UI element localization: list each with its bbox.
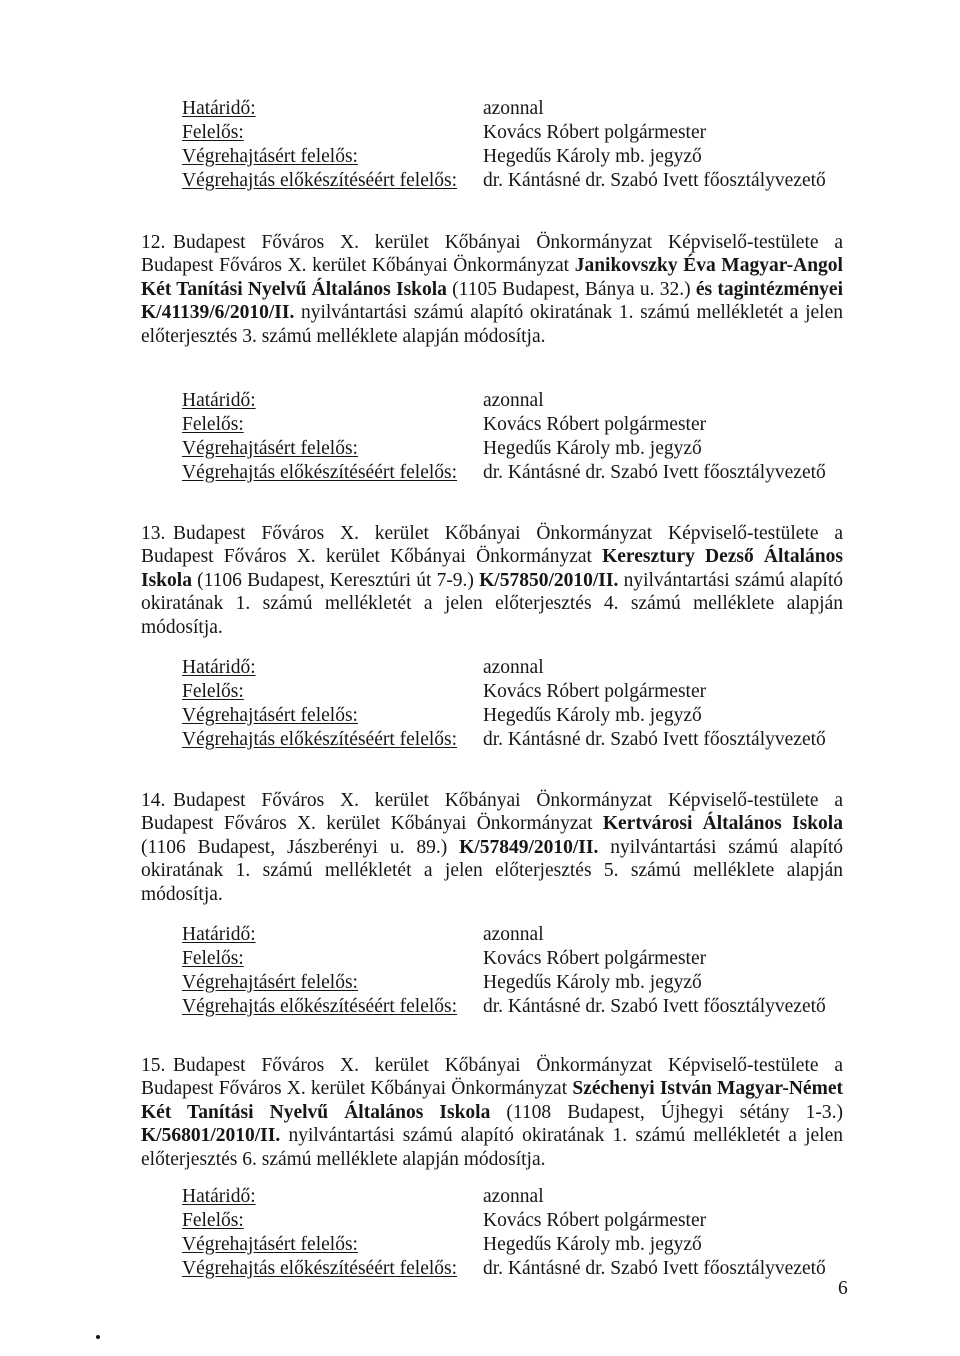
school-address: (1106 Budapest, Jászberényi u. 89.)	[141, 836, 460, 858]
executor-label: Végrehajtásért felelős:	[182, 705, 358, 726]
executor-label: Végrehajtásért felelős:	[182, 146, 358, 167]
reference-number: K/57849/2010/II.	[459, 836, 599, 858]
responsible-value: Kovács Róbert polgármester	[483, 681, 707, 702]
executor-label: Végrehajtásért felelős:	[182, 1234, 358, 1255]
school-name: Janikovszky Éva Magyar-Angol Két Tanítási Nyelvű Általános Iskola	[141, 255, 843, 300]
preparer-value: dr. Kántásné dr. Szabó Ivett főosztályvezető	[483, 170, 826, 191]
school-address: (1105 Budapest, Bánya u. 32.)	[446, 278, 696, 300]
preparer-value: dr. Kántásné dr. Szabó Ivett főosztályvezető	[483, 1258, 826, 1279]
page-number: 6	[838, 1278, 848, 1299]
responsible-label: Felelős:	[182, 1210, 244, 1231]
responsible-value: Kovács Róbert polgármester	[483, 1210, 707, 1231]
executor-value: Hegedűs Károly mb. jegyző	[483, 1234, 702, 1255]
item-outro: nyilvántartási számú alapító okiratának 1. számú mellékletét a jelen előterjesztés 6. számú melléklete alapján módosítja.	[141, 1125, 843, 1170]
executor-label: Végrehajtásért felelős:	[182, 972, 358, 993]
resolution-item-15	[141, 1054, 843, 1171]
responsible-value: Kovács Róbert polgármester	[483, 414, 707, 435]
school-address: (1108 Budapest, Újhegyi sétány 1-3.)	[490, 1101, 843, 1123]
deadline-value: azonnal	[483, 98, 544, 119]
responsible-label: Felelős:	[182, 414, 244, 435]
responsible-value: Kovács Róbert polgármester	[483, 948, 707, 969]
deadline-value: azonnal	[483, 657, 544, 678]
reference-prefix: és tagintézményei	[695, 278, 843, 300]
school-name: Széchenyi István Magyar-Német Két Tanítási Nyelvű Általános Iskola	[141, 1078, 843, 1123]
deadline-label: Határidő:	[182, 924, 256, 945]
deadline-label: Határidő:	[182, 1186, 256, 1207]
item-number: 13.	[141, 523, 166, 544]
school-name: Kertvárosi Általános Iskola	[602, 813, 843, 835]
executor-label: Végrehajtásért felelős:	[182, 438, 358, 459]
school-address: (1106 Budapest, Keresztúri út 7-9.)	[191, 569, 480, 591]
preparer-label: Végrehajtás előkészítéséért felelős:	[182, 1258, 458, 1279]
reference-number: K/57850/2010/II.	[479, 569, 619, 591]
responsible-label: Felelős:	[182, 948, 244, 969]
item-intro: Budapest Főváros X. kerület Kőbányai Önkormányzat Képviselő-testülete a Budapest Főváros X. kerület Kőbányai Önkormányzat	[141, 790, 843, 835]
deadline-label: Határidő:	[182, 657, 256, 678]
preparer-value: dr. Kántásné dr. Szabó Ivett főosztályvezető	[483, 996, 826, 1017]
item-intro: Budapest Főváros X. kerület Kőbányai Önkormányzat Képviselő-testülete a Budapest Főváros X. kerület Kőbányai Önkormányzat	[141, 1055, 843, 1100]
school-name: Keresztury Dezső Általános Iskola	[141, 546, 843, 591]
responsible-label: Felelős:	[182, 122, 244, 143]
preparer-label: Végrehajtás előkészítéséért felelős:	[182, 996, 458, 1017]
deadline-label: Határidő:	[182, 98, 256, 119]
item-number: 12.	[141, 232, 166, 253]
resolution-item-13	[141, 522, 843, 639]
item-outro: nyilvántartási számú alapító okiratának 1. számú mellékletét a jelen előterjesztés 4. számú melléklete alapján módosítja.	[141, 569, 843, 638]
resolution-item-14	[141, 789, 843, 906]
resolution-item-12	[141, 231, 843, 348]
preparer-label: Végrehajtás előkészítéséért felelős:	[182, 462, 458, 483]
executor-value: Hegedűs Károly mb. jegyző	[483, 146, 702, 167]
preparer-label: Végrehajtás előkészítéséért felelős:	[182, 729, 458, 750]
preparer-label: Végrehajtás előkészítéséért felelős:	[182, 170, 458, 191]
executor-value: Hegedűs Károly mb. jegyző	[483, 972, 702, 993]
item-intro: Budapest Főváros X. kerület Kőbányai Önkormányzat Képviselő-testülete a Budapest Főváros X. kerület Kőbányai Önkormányzat	[141, 232, 843, 277]
preparer-value: dr. Kántásné dr. Szabó Ivett főosztályvezető	[483, 729, 826, 750]
scan-dot	[96, 1335, 100, 1339]
deadline-value: azonnal	[483, 390, 544, 411]
responsible-label: Felelős:	[182, 681, 244, 702]
item-outro: nyilvántartási számú alapító okiratának 1. számú mellékletét a jelen előterjesztés 3. számú melléklete alapján módosítja.	[141, 302, 843, 347]
item-intro: Budapest Főváros X. kerület Kőbányai Önkormányzat Képviselő-testülete a Budapest Főváros X. kerület Kőbányai Önkormányzat	[141, 523, 843, 568]
deadline-label: Határidő:	[182, 390, 256, 411]
item-outro: nyilvántartási számú alapító okiratának 1. számú mellékletét a jelen előterjesztés 5. számú melléklete alapján módosítja.	[141, 836, 844, 905]
deadline-value: azonnal	[483, 1186, 544, 1207]
executor-value: Hegedűs Károly mb. jegyző	[483, 438, 702, 459]
reference-number: K/41139/6/2010/II.	[141, 302, 295, 324]
executor-value: Hegedűs Károly mb. jegyző	[483, 705, 702, 726]
preparer-value: dr. Kántásné dr. Szabó Ivett főosztályvezető	[483, 462, 826, 483]
reference-number: K/56801/2010/II.	[141, 1125, 281, 1147]
responsible-value: Kovács Róbert polgármester	[483, 122, 707, 143]
item-number: 15.	[141, 1055, 166, 1076]
item-number: 14.	[141, 790, 166, 811]
deadline-value: azonnal	[483, 924, 544, 945]
